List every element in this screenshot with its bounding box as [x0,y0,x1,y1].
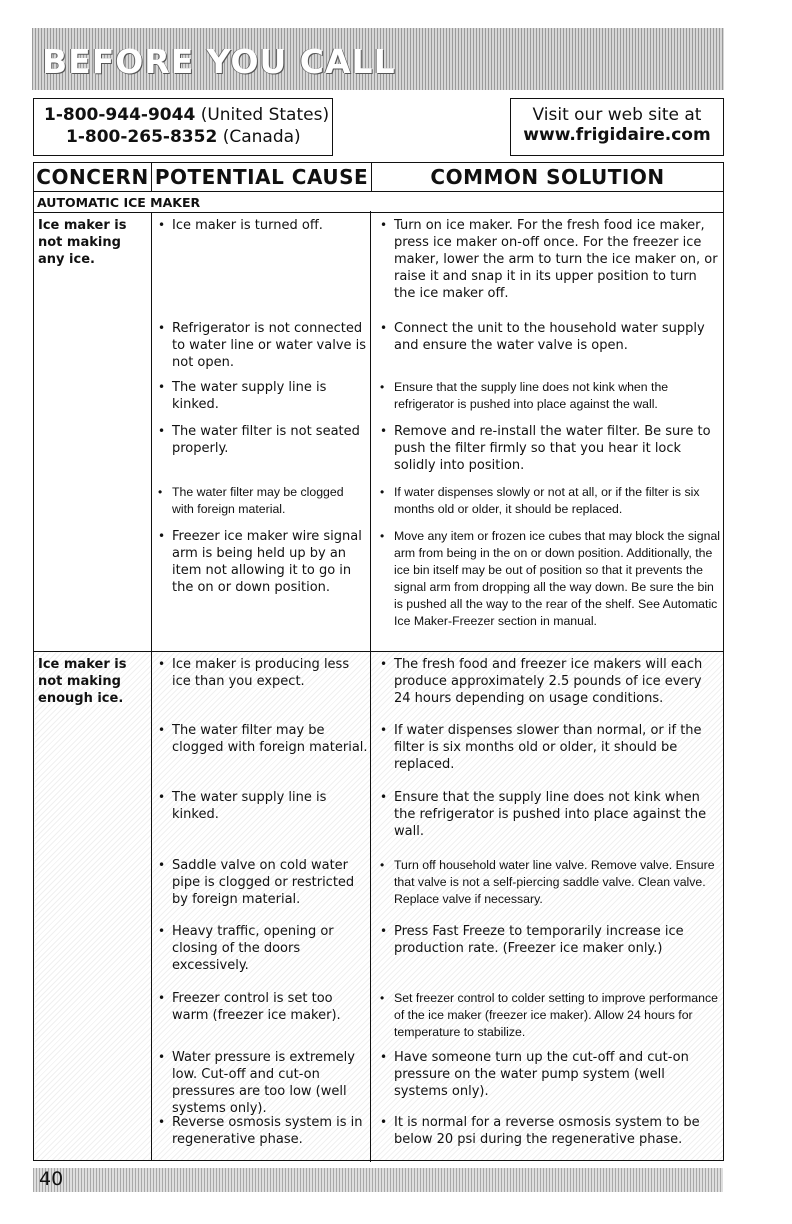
header-banner [32,28,724,90]
cause-item: • Heavy traffic, opening or closing of the doors excessively. [152,923,368,974]
solution-item: • Have someone turn up the cut-off and cut-on pressure on the water pump system (well systems only). [374,1049,722,1100]
cause-item: • Freezer ice maker wire signal arm is being held up by an item not allowing it to go in the on or down position. [152,528,368,596]
phone-us: 1-800-944-9044 [44,105,196,125]
cause-item: • The water filter may be clogged with foreign material. [152,484,368,518]
solution-item: • Remove and re-install the water filter. Be sure to push the filter firmly so that you hear it lock solidly into position. [374,423,722,474]
cause-solution-cell [152,213,724,652]
website-label: Visit our web site at [532,105,702,125]
table-header-row [34,163,724,192]
section-row [34,192,724,213]
concern-group-no-ice [34,213,724,652]
solution-item: • Move any item or frozen ice cubes that may block the signal arm from being in the on or down position. Additionally, the ice bin itself may be out of position so that it prevents the signal arm from dropping all the way down. Be sure the bin is pushed all the way to the rear of the shelf. See Automatic Ice Maker-Freezer section in manual. [374,528,722,630]
page-number: 40 [39,1168,64,1190]
solution-item: • Ensure that the supply line does not kink when the refrigerator is pushed into place against the wall. [374,789,722,840]
solution-item: • Press Fast Freeze to temporarily increase ice production rate. (Freezer ice maker only.) [374,923,722,957]
concern-text: Ice maker is not making enough ice. [38,657,127,706]
column-divider [370,650,371,1162]
concern-cell [34,213,152,652]
page-footer [33,1168,723,1192]
column-divider [370,211,371,653]
section-title: AUTOMATIC ICE MAKER [34,192,724,213]
cause-item: • Water pressure is extremely low. Cut-off and cut-on pressures are too low (well systems only). [152,1049,368,1117]
cause-item: • Saddle valve on cold water pipe is clogged or restricted by foreign material. [152,857,368,908]
cause-item: • Refrigerator is not connected to water line or water valve is not open. [152,320,368,371]
solution-item: • It is normal for a reverse osmosis system to be below 20 psi during the regenerative phase. [374,1114,722,1148]
solution-item: • If water dispenses slower than normal, or if the filter is six months old or older, it should be replaced. [374,722,722,773]
solution-item: • Turn on ice maker. For the fresh food ice maker, press ice maker on-off once. For the freezer ice maker, lower the arm to turn the ice maker on, or raise it and snap it in its upper position to turn the ice maker off. [374,217,722,302]
website-box [510,98,724,156]
cause-item: • The water filter may be clogged with foreign material. [152,722,368,756]
phone-ca: 1-800-265-8352 [66,127,218,147]
cause-solution-cell [152,652,724,1161]
cause-item: • The water filter is not seated properly. [152,423,368,457]
solution-item: • The fresh food and freezer ice makers will each produce approximately 2.5 pounds of ice every 24 hours depending on usage conditions. [374,656,722,707]
cause-item: • The water supply line is kinked. [152,379,368,413]
header-common-solution: COMMON SOLUTION [372,163,724,192]
cause-item: • Reverse osmosis system is in regenerative phase. [152,1114,368,1148]
troubleshooting-table [33,162,724,1161]
phone-ca-label: (Canada) [222,127,301,147]
cause-item: • The water supply line is kinked. [152,789,368,823]
header-concern: CONCERN [34,163,152,192]
solution-item: • Ensure that the supply line does not kink when the refrigerator is pushed into place against the wall. [374,379,722,413]
website-link[interactable]: www.frigidaire.com [523,125,711,145]
cause-item: • Ice maker is producing less ice than you expect. [152,656,368,690]
cause-item: • Freezer control is set too warm (freezer ice maker). [152,990,368,1024]
solution-item: • Connect the unit to the household water supply and ensure the water valve is open. [374,320,722,354]
solution-item: • If water dispenses slowly or not at all, or if the filter is six months old or older, it should be replaced. [374,484,722,518]
concern-group-not-enough-ice [34,652,724,1161]
header-potential-cause: POTENTIAL CAUSE [152,163,372,192]
concern-text: Ice maker is not making any ice. [38,218,127,267]
phone-us-label: (United States) [200,105,330,125]
solution-item: • Set freezer control to colder setting to improve performance of the ice maker (freezer ice maker). Allow 24 hours for temperature to stabilize. [374,990,722,1041]
solution-item: • Turn off household water line valve. Remove valve. Ensure that valve is not a self-piercing saddle valve. Clean valve. Replace valve if necessary. [374,857,722,908]
page-title: BEFORE YOU CALL [42,42,396,81]
phone-box [33,98,333,156]
cause-item: • Ice maker is turned off. [152,217,368,234]
concern-cell [34,652,152,1161]
